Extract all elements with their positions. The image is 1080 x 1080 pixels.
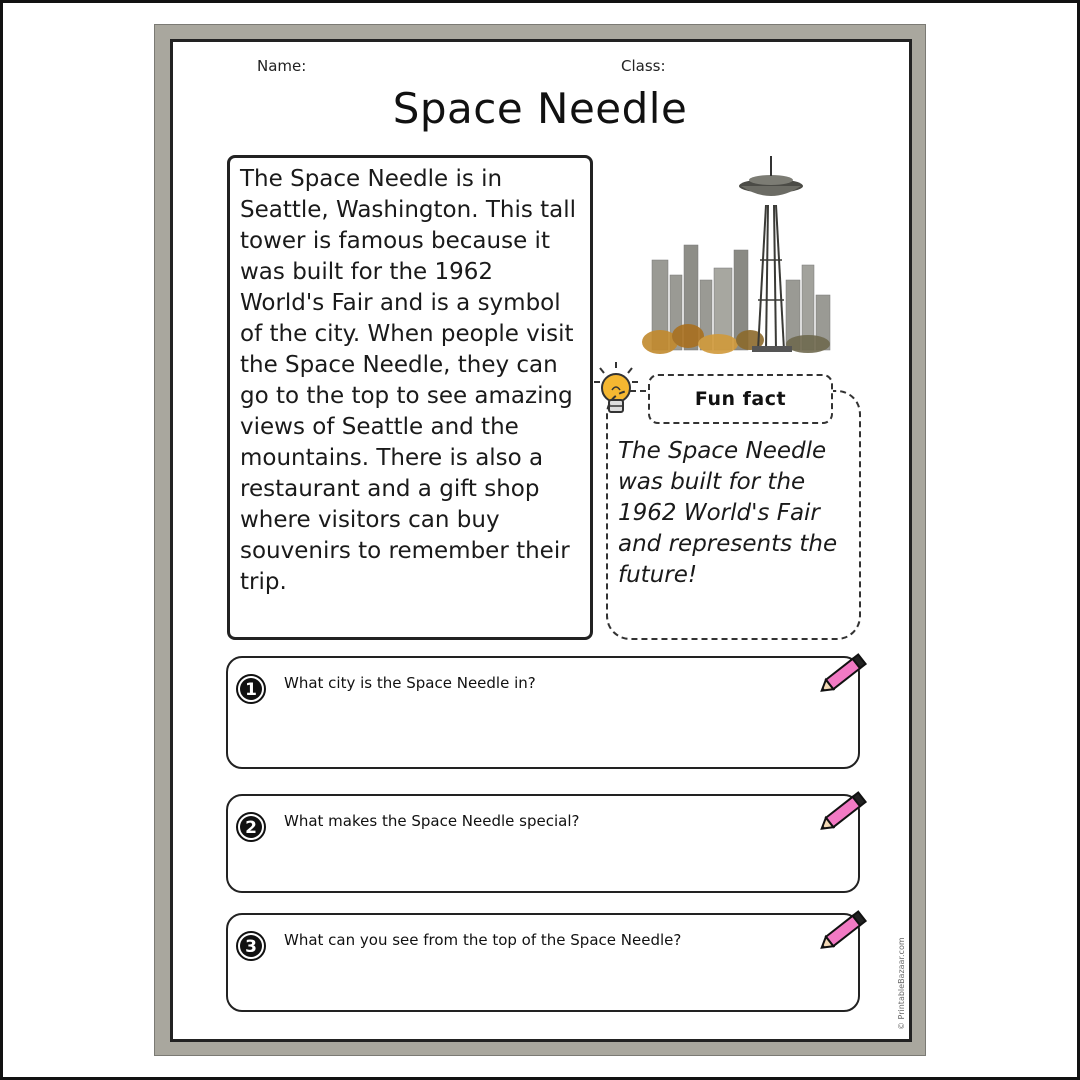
fun-fact-text: The Space Needle was built for the 1962 World's Fair and represents the future!	[618, 438, 838, 588]
question-text-2: What makes the Space Needle special?	[284, 812, 580, 830]
reading-passage	[227, 155, 593, 640]
question-number-3: 3	[245, 937, 257, 957]
number-2-icon	[236, 812, 266, 842]
question-number-2: 2	[245, 818, 257, 838]
needle-tower	[758, 205, 784, 350]
name-label: Name:	[257, 57, 307, 75]
question-text-3: What can you see from the top of the Space Needle?	[284, 931, 682, 949]
page-title: Space Needle	[392, 84, 688, 133]
pencil-icon	[816, 788, 870, 836]
needle-saucer	[739, 156, 803, 196]
question-box-3[interactable]	[226, 913, 860, 1012]
question-box-1[interactable]	[226, 656, 860, 769]
question-box-2[interactable]	[226, 794, 860, 893]
pencil-icon	[816, 650, 870, 698]
number-3-icon	[236, 931, 266, 961]
number-1-icon	[236, 674, 266, 704]
fun-fact-heading: Fun fact	[648, 374, 833, 424]
class-label: Class:	[621, 57, 666, 75]
copyright-text: © PrintableBazaar.com	[897, 937, 906, 1030]
space-needle-illustration	[640, 150, 850, 360]
question-text-1: What city is the Space Needle in?	[284, 674, 536, 692]
question-number-1: 1	[245, 680, 257, 700]
reading-text: The Space Needle is in Seattle, Washington. This tall tower is famous because it was built for the 1962 World's Fair and is a symbol of the city. When people visit the Space Needle, they can go to the top to see amazing views of Seattle and the mountains. There is also a restaurant and a gift shop where visitors can buy souvenirs to remember their trip.	[240, 166, 577, 595]
pencil-icon	[816, 907, 870, 955]
